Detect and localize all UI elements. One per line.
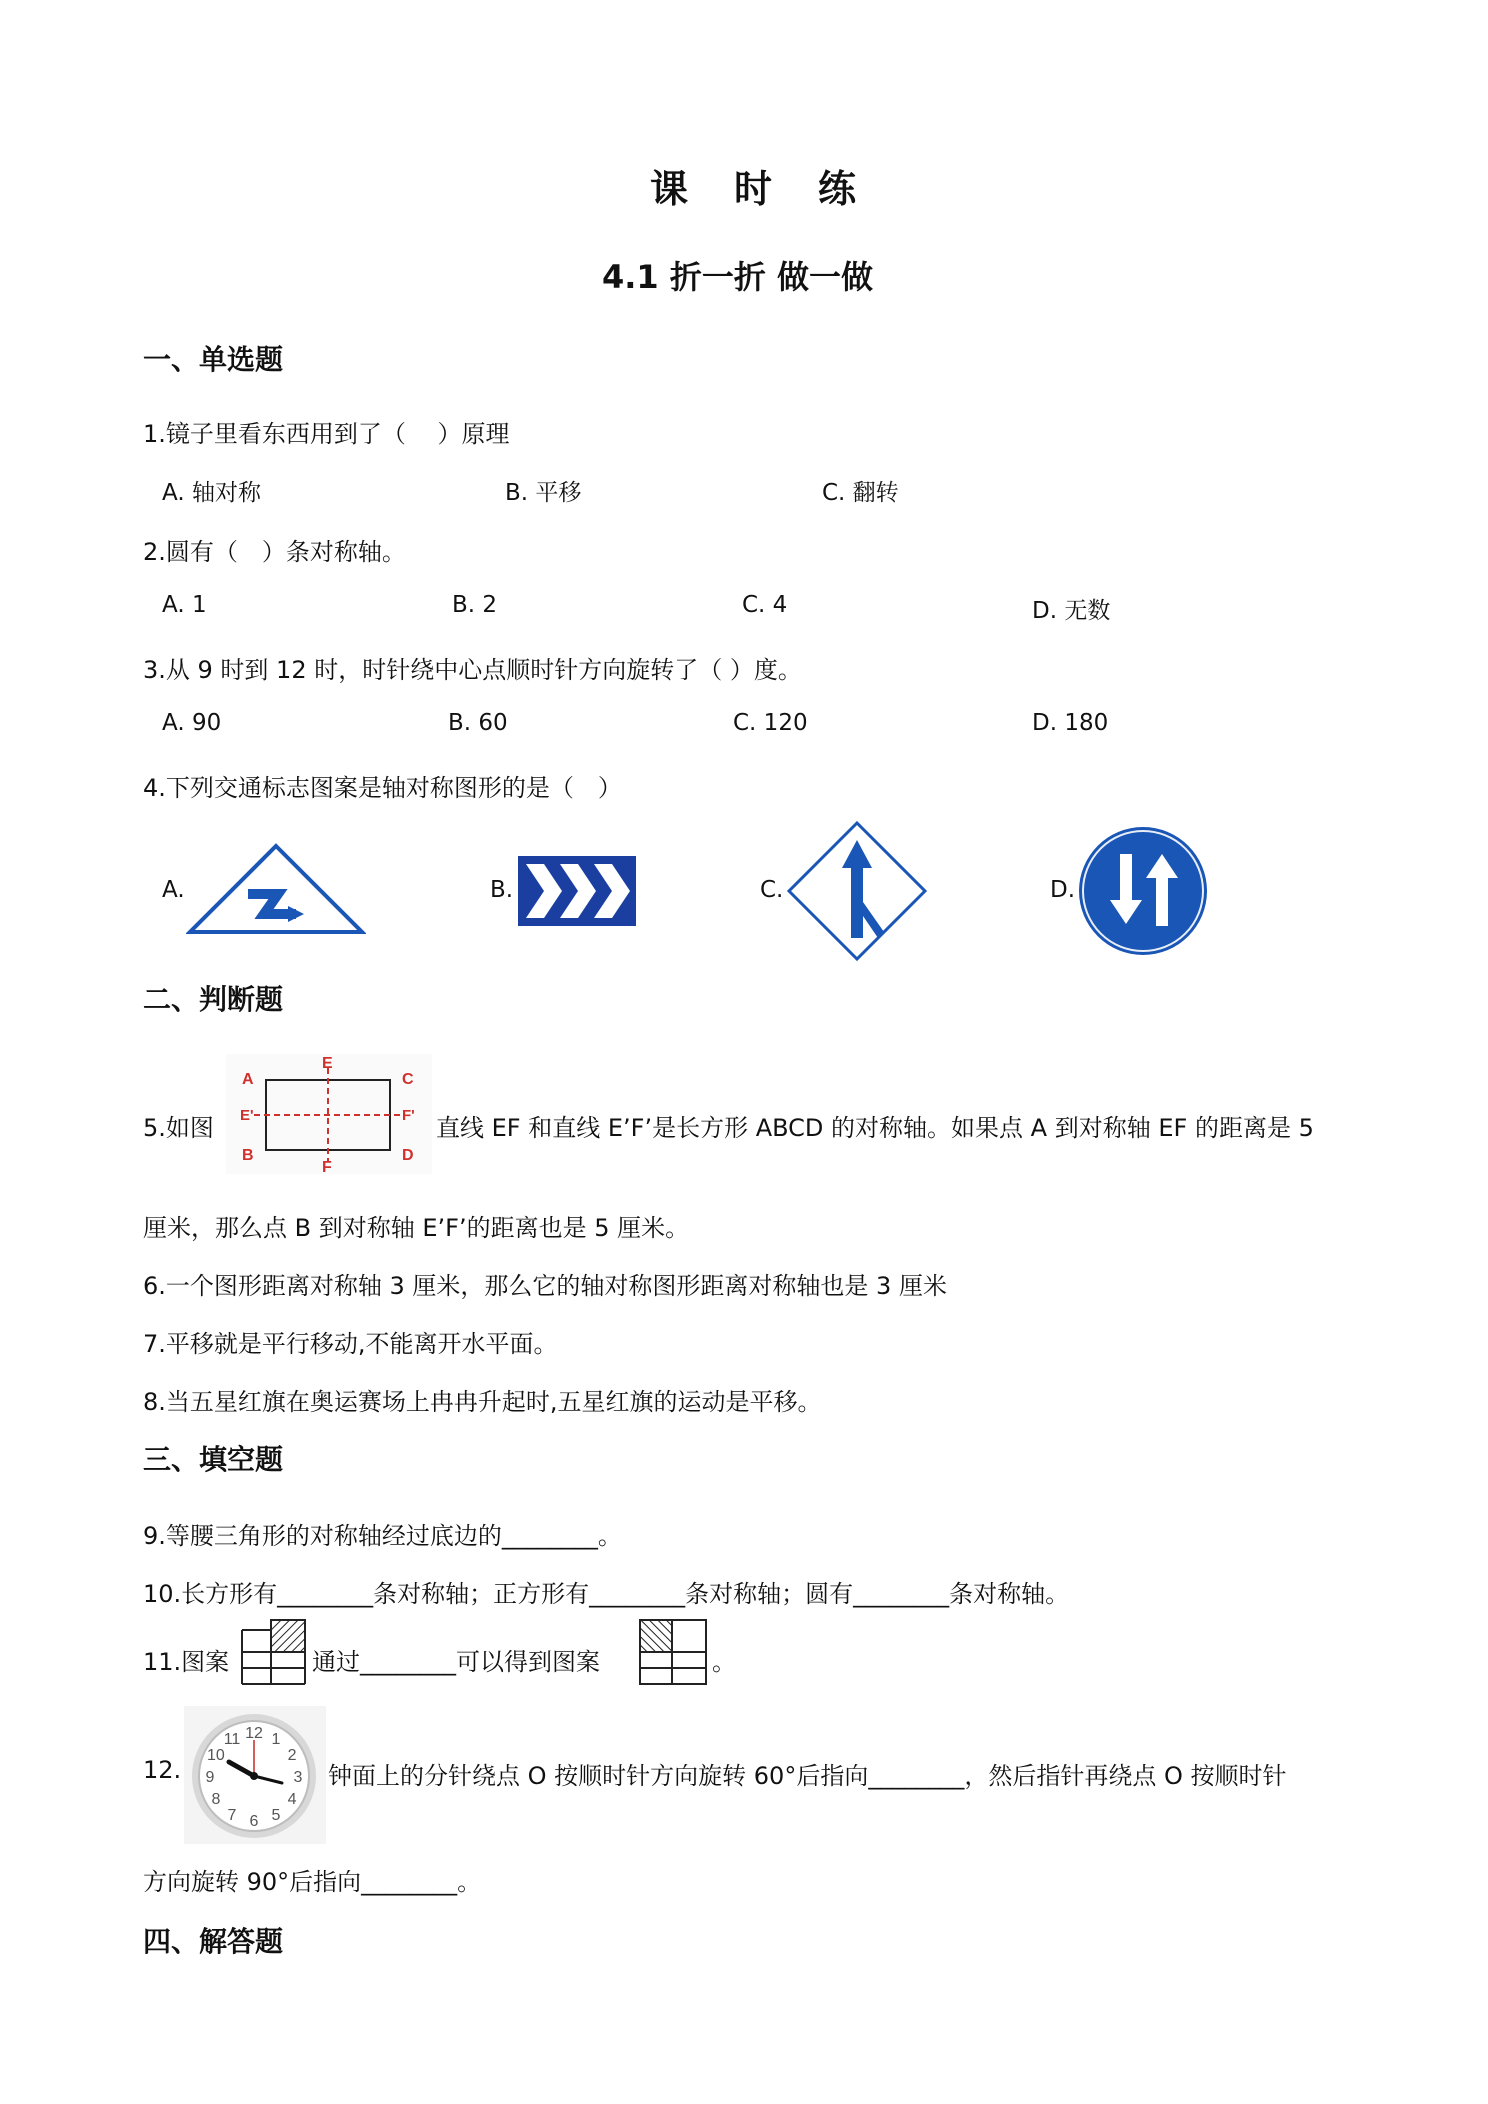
clock-numeral: 9 [205, 1769, 215, 1786]
clock-numeral: 1 [271, 1730, 281, 1748]
section-heading-1: 一、单选题 [143, 343, 284, 376]
q1-option-c: C. 翻转 [822, 480, 899, 506]
label-f-prime: F' [402, 1107, 415, 1124]
sign-a-triangle-zigzag-icon [186, 842, 366, 938]
q2-option-d: D. 无数 [1032, 598, 1111, 624]
q5-rectangle-figure [226, 1054, 432, 1174]
clock-numeral: 10 [207, 1747, 225, 1764]
clock-numeral: 7 [227, 1807, 237, 1825]
q1-option-b: B. 平移 [505, 480, 582, 506]
q11-pattern-original-icon [240, 1618, 310, 1686]
q2-option-a: A. 1 [162, 592, 207, 618]
label-e: E [322, 1055, 333, 1072]
clock-numeral: 4 [287, 1791, 297, 1808]
question-1: 1.镜子里看东西用到了（ ）原理 [143, 420, 510, 448]
section-heading-4: 四、解答题 [143, 1925, 284, 1958]
q12-line-2: 方向旋转 90°后指向________。 [143, 1868, 482, 1896]
clock-numeral: 5 [271, 1807, 281, 1825]
label-d: D [402, 1147, 414, 1164]
question-3: 3.从 9 时到 12 时，时针绕中心点顺时针方向旋转了（ ）度。 [143, 656, 802, 684]
q3-option-b: B. 60 [448, 710, 508, 736]
label-e-prime: E' [240, 1107, 254, 1124]
sign-c-merge-arrow-icon [786, 820, 928, 962]
q1-option-a: A. 轴对称 [162, 480, 261, 506]
label-a: A [242, 1071, 254, 1088]
q4-option-c: C. [760, 877, 784, 903]
question-6: 6.一个图形距离对称轴 3 厘米，那么它的轴对称图形距离对称轴也是 3 厘米 [143, 1272, 947, 1300]
q3-option-a: A. 90 [162, 710, 222, 736]
section-heading-3: 三、填空题 [143, 1443, 284, 1476]
label-c: C [402, 1071, 414, 1088]
clock-numeral: 12 [245, 1725, 263, 1742]
page-subtitle: 4.1 折一折 做一做 [602, 258, 873, 296]
q11-prefix: 11.图案 [143, 1648, 230, 1676]
q11-middle: 通过________可以得到图案 [312, 1648, 600, 1676]
q11-pattern-result-icon [638, 1618, 708, 1686]
clock-numeral: 8 [211, 1791, 221, 1808]
q3-option-c: C. 120 [733, 710, 808, 736]
q3-option-d: D. 180 [1032, 710, 1109, 736]
q2-option-c: C. 4 [742, 592, 788, 618]
q12-clock-image [184, 1706, 326, 1844]
label-b: B [242, 1147, 254, 1164]
clock-numeral: 6 [249, 1813, 259, 1830]
q11-suffix: 。 [712, 1648, 736, 1676]
section-heading-2: 二、判断题 [143, 983, 284, 1016]
question-4: 4.下列交通标志图案是轴对称图形的是（ ） [143, 774, 622, 802]
question-8: 8.当五星红旗在奥运赛场上冉冉升起时,五星红旗的运动是平移。 [143, 1388, 822, 1416]
q5-prefix: 5.如图 [143, 1114, 214, 1142]
page-title: 课 时 练 [650, 167, 861, 211]
q4-option-b: B. [490, 877, 514, 903]
q2-option-b: B. 2 [452, 592, 498, 618]
q12-line-1: 钟面上的分针绕点 O 按顺时针方向旋转 60°后指向________，然后指针再绕点 O 按顺时针 [328, 1762, 1287, 1790]
label-f: F [322, 1159, 332, 1174]
question-7: 7.平移就是平行移动,不能离开水平面。 [143, 1330, 558, 1358]
question-10: 10.长方形有________条对称轴；正方形有________条对称轴；圆有________条对称轴。 [143, 1580, 1070, 1608]
sign-b-chevrons-icon [518, 856, 636, 926]
q5-line-1: 直线 EF 和直线 E’F’是长方形 ABCD 的对称轴。如果点 A 到对称轴 EF 的距离是 5 [436, 1114, 1314, 1142]
question-9: 9.等腰三角形的对称轴经过底边的________。 [143, 1522, 622, 1550]
clock-numeral: 11 [223, 1730, 241, 1748]
clock-numeral: 3 [293, 1769, 303, 1786]
q4-option-a: A. [162, 877, 185, 903]
q12-prefix: 12. [143, 1756, 182, 1784]
sign-d-two-way-arrows-icon [1076, 824, 1210, 958]
clock-numeral: 2 [287, 1747, 297, 1764]
q4-option-d: D. [1050, 877, 1076, 903]
q5-line-2: 厘米，那么点 B 到对称轴 E’F’的距离也是 5 厘米。 [143, 1214, 690, 1242]
question-2: 2.圆有（ ）条对称轴。 [143, 538, 406, 566]
